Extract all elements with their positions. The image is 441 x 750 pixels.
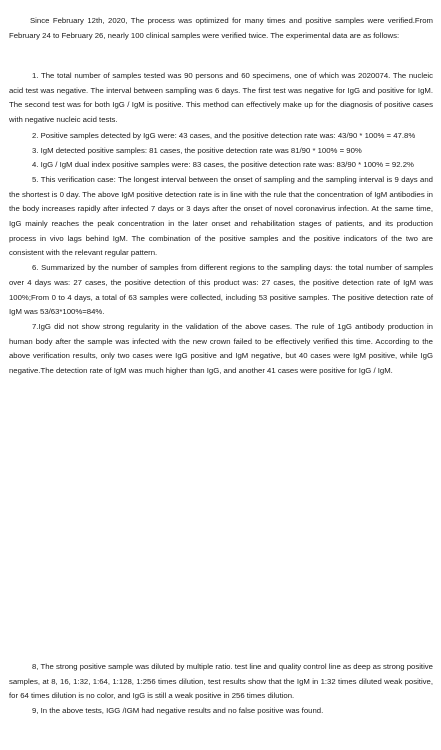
finding-8: 8, The strong positive sample was diluted by multiple ratio. test line and quality control line as deep as strong positive samples, at 8, 16, 1:32, 1:64, 1:128, 1:256 times dilution, test results show that the IgM in 1:32 times diluted weak positive, for 64 times dilution is no color, and IgG is still a weak positive in 256 times dilution. bbox=[9, 662, 433, 701]
intro-paragraph bbox=[9, 14, 433, 43]
finding-4: 4. IgG / IgM dual index positive samples were: 83 cases, the positive detection rate was: 83/90 * 100% = 92.2% bbox=[32, 160, 414, 170]
finding-5: 5. This verification case: The longest interval between the onset of sampling and the sampling interval is 9 days and the shortest is 0 day. The above IgM positive detection rate is in line with the rule that the concentration of IgM antibodies in the body increases rapidly after infected 7 days or 3 days after the onset of novel coronavirus infection. At the same time, IgG mainly reaches the peak concentration in the later onset and rehabilitation stages of patients, and its production process in vivo lags behind IgM. The combination of the positive samples and the positive indicators of the two are consistent with the relevant regular pattern. bbox=[9, 174, 433, 258]
finding-9: 9, In the above tests, IGG /IGM had negative results and no false positive was found. bbox=[32, 706, 324, 716]
finding-7: 7.IgG did not show strong regularity in the validation of the above cases. The rule of 1gG antibody production in human body after the sample was infected with the new crown failed to be effectively verified this time. According to the above verification results, only two cases were IgG positive and IgM negative, but 40 cases were IgM positive, while IgG negative.The detection rate of IgM was much higher than IgG, and another 41 cases were positive for IgG / IgM. bbox=[9, 321, 433, 376]
findings-list bbox=[9, 69, 433, 379]
later-findings-list bbox=[9, 660, 433, 719]
finding-6: 6. Summarized by the number of samples from different regions to the sampling days: the total number of samples over 4 days was: 27 cases, the positive detection of this product was: 27 cases, the positive detection rate of IgM was 100%;From 0 to 4 days, a total of 63 samples were collected, including 53 positive samples. The positive detection rate of IgM was 53/63*100%=84%. bbox=[9, 263, 433, 317]
finding-2: 2. Positive samples detected by IgG were: 43 cases, and the positive detection rate was: 43/90 * 100% = 47.8% bbox=[32, 130, 416, 140]
finding-1: 1. The total number of samples tested was 90 persons and 60 specimens, one of which was 2020074. The nucleic acid test was negative. The interval between sampling was 6 days. The first test was negative for IgG and positive for IgM. The second test was for both IgG / IgM is positive. This method can effectively make up for the diagnosis of positive cases with negative nucleic acid tests. bbox=[9, 71, 433, 125]
intro-text: Since February 12th, 2020, The process was optimized for many times and positive samples were verified.From February 24 to February 26, nearly 100 clinical samples were verified twice. The experimental data are as follows: bbox=[9, 16, 433, 40]
finding-3: 3. IgM detected positive samples: 81 cases, the positive detection rate was 81/90 * 100% = 90% bbox=[32, 145, 362, 155]
